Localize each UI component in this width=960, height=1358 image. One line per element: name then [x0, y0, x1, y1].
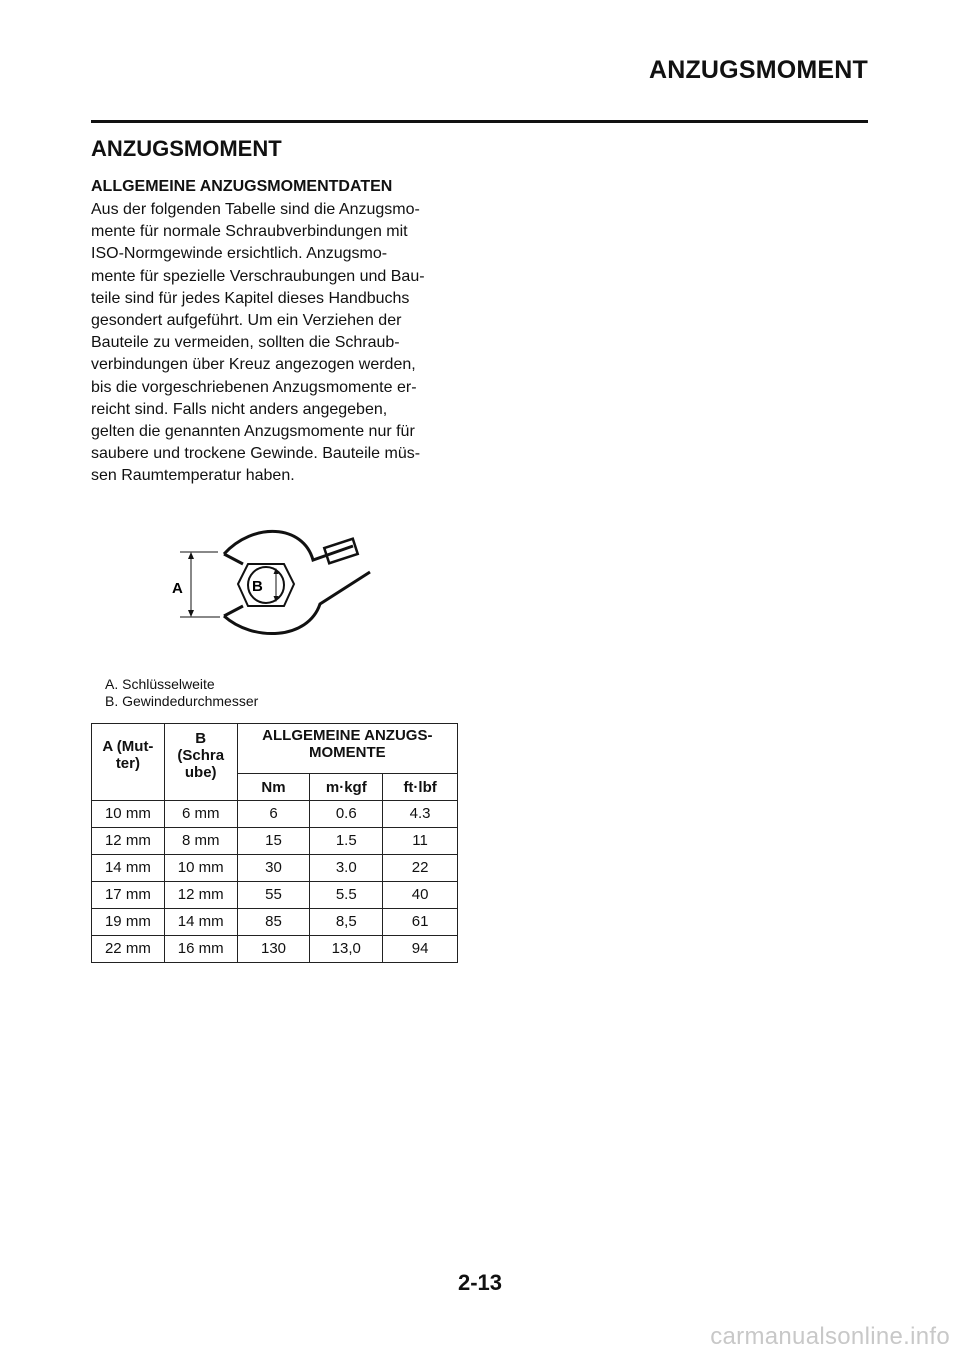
table-cell: 40 — [383, 882, 458, 909]
caption-b: B. Gewindedurchmesser — [105, 693, 259, 709]
table-row — [92, 909, 458, 936]
table-row — [92, 882, 458, 909]
table-cell: 5.5 — [310, 882, 383, 909]
table-cell: 130 — [237, 936, 310, 963]
paragraph-line: reicht sind. Falls nicht anders angegeben, — [91, 400, 388, 418]
paragraph-line: mente für normale Schraubverbindungen mit — [91, 223, 408, 241]
table-cell: 6 — [237, 801, 310, 828]
page-number: 2-13 — [457, 1270, 503, 1295]
paragraph-line: Bauteile zu vermeiden, sollten die Schraub- — [91, 334, 400, 352]
table-cell: 14 mm — [164, 909, 237, 936]
paragraph-line: saubere und trockene Gewinde. Bauteile müs- — [91, 445, 421, 463]
label-b: B — [252, 578, 263, 595]
caption-a: A. Schlüsselweite — [105, 676, 215, 692]
figure-captions — [105, 676, 258, 710]
paragraph-line: mente für spezielle Verschraubungen und Bau- — [91, 267, 425, 285]
header-title: ANZUGSMOMENT — [648, 56, 868, 84]
body-paragraph — [91, 199, 471, 488]
table-cell: 85 — [237, 909, 310, 936]
paragraph-line: ISO-Normgewinde ersichtlich. Anzugsmo- — [91, 245, 388, 263]
paragraph-line: gesondert aufgeführt. Um ein Verziehen der — [91, 312, 402, 330]
table-row — [92, 801, 458, 828]
table-cell: 1.5 — [310, 828, 383, 855]
table-cell: 0.6 — [310, 801, 383, 828]
table-cell: 16 mm — [164, 936, 237, 963]
table-row — [92, 855, 458, 882]
section-title: ANZUGSMOMENT — [91, 136, 282, 161]
table-cell: 11 — [383, 828, 458, 855]
wrench-diagram — [168, 512, 378, 642]
header-unit-mkgf: m·kgf — [310, 774, 383, 801]
label-a: A — [172, 580, 183, 597]
paragraph-line: sen Raumtemperatur haben. — [91, 467, 295, 485]
paragraph-line: verbindungen über Kreuz angezogen werden, — [91, 356, 416, 374]
table-row — [92, 936, 458, 963]
table-cell: 14 mm — [92, 855, 165, 882]
table-cell: 30 — [237, 855, 310, 882]
paragraph-line: gelten die genannten Anzugsmomente nur für — [91, 423, 415, 441]
subheading: ALLGEMEINE ANZUGSMOMENTDATEN — [91, 178, 393, 195]
torque-table — [91, 723, 458, 963]
table-cell: 13,0 — [310, 936, 383, 963]
paragraph-line: bis die vorgeschriebenen Anzugsmomente er- — [91, 378, 417, 396]
table-cell: 17 mm — [92, 882, 165, 909]
table-cell: 15 — [237, 828, 310, 855]
table-row — [92, 828, 458, 855]
header-unit-ftlbf: ft·lbf — [383, 774, 458, 801]
header-col-b: B (Schra ube) — [164, 724, 237, 801]
table-header-row — [92, 724, 458, 774]
table-cell: 94 — [383, 936, 458, 963]
table-cell: 55 — [237, 882, 310, 909]
table-cell: 12 mm — [92, 828, 165, 855]
table-cell: 61 — [383, 909, 458, 936]
table-cell: 22 — [383, 855, 458, 882]
table-cell: 10 mm — [164, 855, 237, 882]
table-cell: 4.3 — [383, 801, 458, 828]
table-cell: 8,5 — [310, 909, 383, 936]
header-group: ALLGEMEINE ANZUGS- MOMENTE — [237, 724, 457, 774]
table-cell: 22 mm — [92, 936, 165, 963]
table-cell: 8 mm — [164, 828, 237, 855]
table-cell: 6 mm — [164, 801, 237, 828]
header-col-a: A (Mut- ter) — [92, 724, 165, 801]
header-rule — [91, 120, 868, 123]
table-cell: 12 mm — [164, 882, 237, 909]
paragraph-line: Aus der folgenden Tabelle sind die Anzugsmo- — [91, 201, 420, 218]
table-cell: 10 mm — [92, 801, 165, 828]
header-unit-nm: Nm — [237, 774, 310, 801]
table-cell: 19 mm — [92, 909, 165, 936]
watermark: carmanualsonline.info — [710, 1323, 950, 1350]
table-cell: 3.0 — [310, 855, 383, 882]
paragraph-line: teile sind für jedes Kapitel dieses Handbuchs — [91, 289, 410, 307]
